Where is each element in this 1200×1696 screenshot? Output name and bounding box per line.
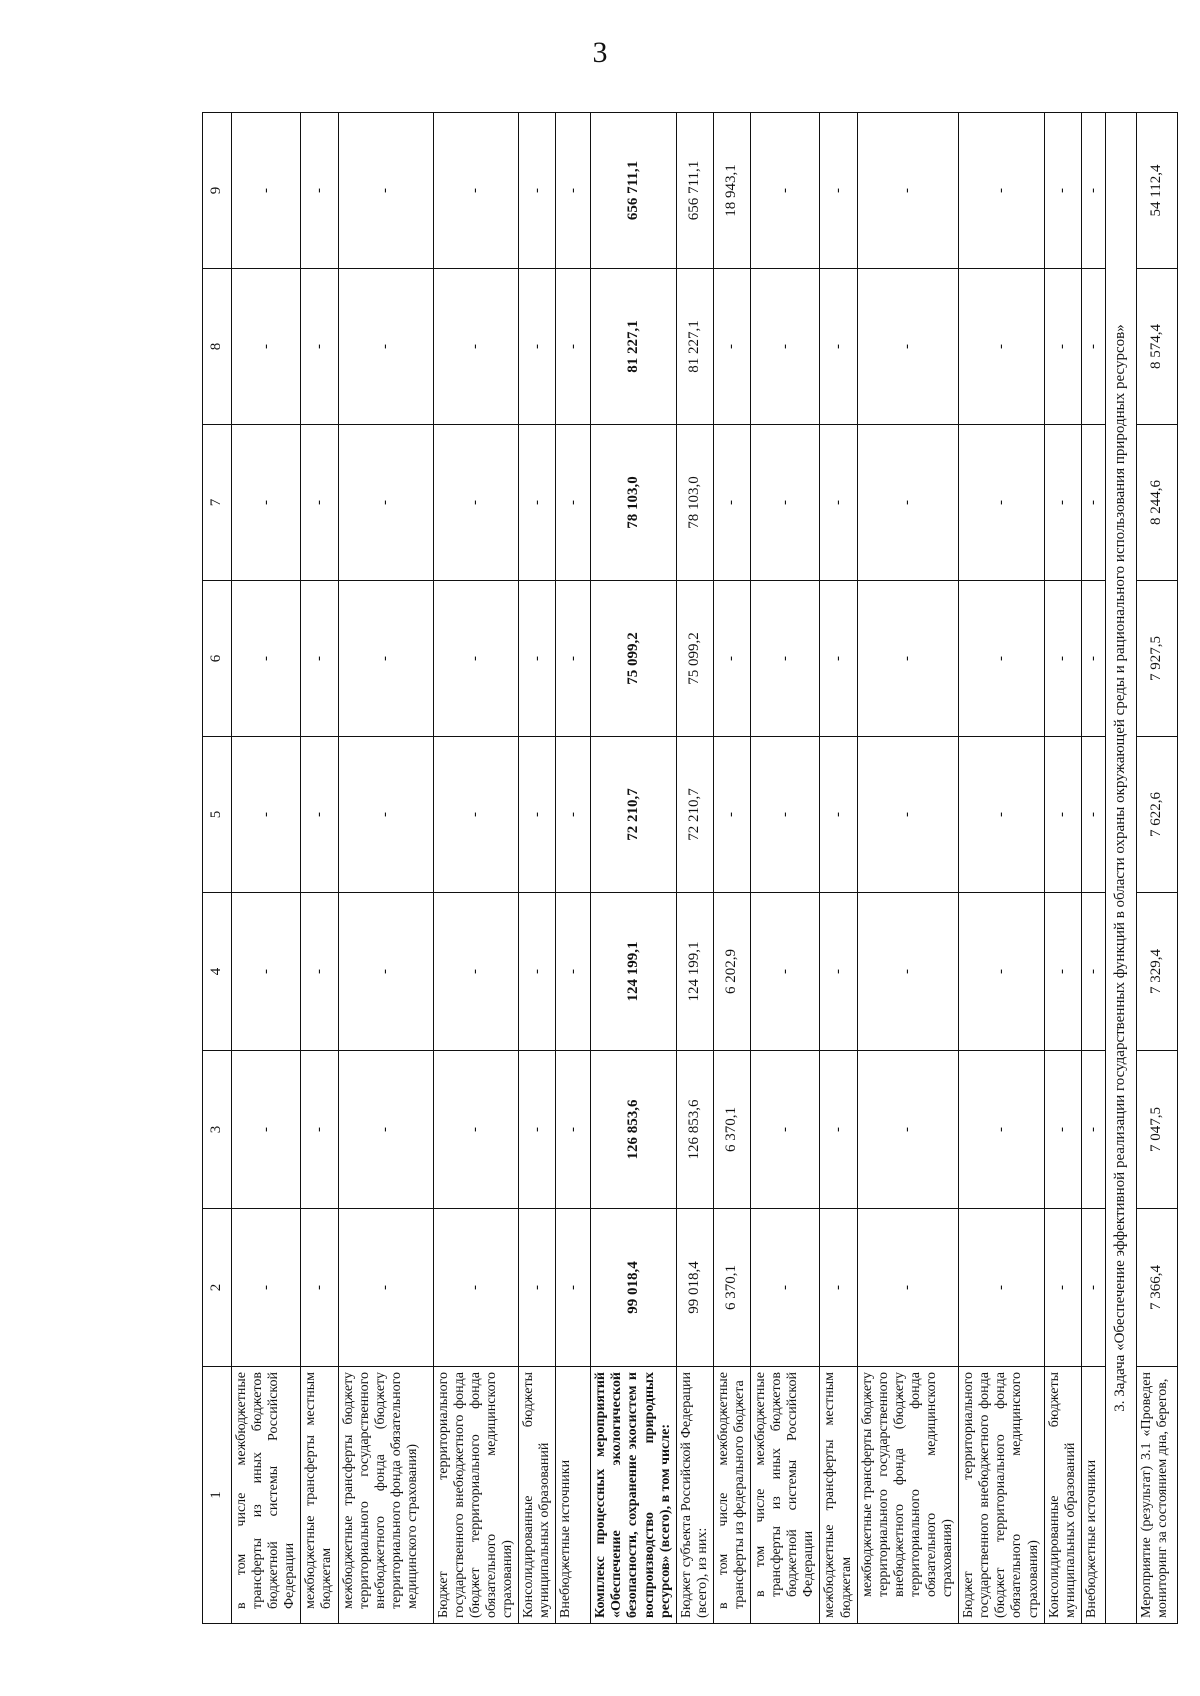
row-label: Бюджет территориального государственного внебюджетного фонда (бюджет территориального фонда обязательного медицинского страхования): [959, 1367, 1044, 1624]
row-label: в том числе межбюджетные трансферты из иных бюджетов бюджетной системы Российской Федерации: [751, 1367, 820, 1624]
table-cell: -: [232, 1051, 301, 1209]
table-row: [232, 113, 301, 1624]
table-cell: -: [1044, 1209, 1081, 1367]
table-cell: -: [751, 1209, 820, 1367]
table-cell: -: [1044, 737, 1081, 893]
table-cell: 54 112,4: [1136, 113, 1177, 269]
table-cell: 75 099,2: [591, 581, 676, 737]
row-label: Бюджет субъекта Российской Федерации (всего), из них:: [676, 1367, 713, 1624]
col-header: 9: [203, 113, 232, 269]
col-header: 3: [203, 1051, 232, 1209]
table-cell: -: [1081, 581, 1105, 737]
table-cell: -: [232, 269, 301, 425]
table-cell: -: [1081, 113, 1105, 269]
table-cell: -: [857, 113, 959, 269]
table-cell: -: [556, 425, 591, 581]
col-header: 4: [203, 893, 232, 1051]
table-cell: -: [1044, 113, 1081, 269]
col-header: 1: [203, 1367, 232, 1624]
table-row: [338, 113, 433, 1624]
table-cell: -: [556, 1209, 591, 1367]
table-cell: -: [519, 737, 556, 893]
table-row: [1044, 113, 1081, 1624]
table-cell: -: [751, 113, 820, 269]
table-cell: -: [1081, 1051, 1105, 1209]
table-row: [751, 113, 820, 1624]
table-cell: -: [433, 581, 518, 737]
table-cell: -: [301, 1209, 338, 1367]
table-cell: -: [1044, 269, 1081, 425]
table-cell: -: [519, 425, 556, 581]
table-cell: -: [857, 1051, 959, 1209]
table-cell: 72 210,7: [676, 737, 713, 893]
table-cell: 78 103,0: [676, 425, 713, 581]
table-row: [820, 113, 857, 1624]
task-title: 3. Задача «Обеспечение эффективной реализации государственных функций в области охраны окружающей среды и рационального использования природных ресурсов»: [1105, 113, 1136, 1624]
table-cell: -: [556, 581, 591, 737]
table-cell: -: [556, 737, 591, 893]
table-cell: -: [959, 113, 1044, 269]
table-cell: -: [751, 425, 820, 581]
table-cell: -: [519, 581, 556, 737]
row-label: межбюджетные трансферты местным бюджетам: [301, 1367, 338, 1624]
table-cell: -: [232, 893, 301, 1051]
table-cell: -: [556, 113, 591, 269]
row-label: межбюджетные трансферты бюджету территориального государственного внебюджетного фонда (бюджету территориального фонда обязательного медицинского страхования): [338, 1367, 433, 1624]
table-cell: -: [519, 113, 556, 269]
table-cell: -: [751, 269, 820, 425]
table-cell: -: [301, 113, 338, 269]
table-row: [301, 113, 338, 1624]
table-cell: 8 244,6: [1136, 425, 1177, 581]
table-cell: -: [556, 1051, 591, 1209]
col-header: 6: [203, 581, 232, 737]
table-cell: -: [1044, 893, 1081, 1051]
table-cell: 75 099,2: [676, 581, 713, 737]
table-cell: 7 927,5: [1136, 581, 1177, 737]
table-row: [433, 113, 518, 1624]
table-cell: -: [301, 893, 338, 1051]
table-cell: -: [713, 737, 750, 893]
table-cell: 7 047,5: [1136, 1051, 1177, 1209]
table-cell: -: [301, 1051, 338, 1209]
table-cell: -: [433, 737, 518, 893]
table-cell: -: [338, 737, 433, 893]
table-cell: -: [338, 269, 433, 425]
row-label: Внебюджетные источники: [556, 1367, 591, 1624]
table-cell: 7 329,4: [1136, 893, 1177, 1051]
table-cell: -: [338, 893, 433, 1051]
row-label: Мероприятие (результат) 3.1 «Проведен мониторинг за состоянием дна, берегов,: [1136, 1367, 1177, 1624]
table-cell: 99 018,4: [591, 1209, 676, 1367]
table-cell: -: [820, 269, 857, 425]
table-cell: -: [1044, 425, 1081, 581]
row-label: Консолидированные бюджеты муниципальных образований: [1044, 1367, 1081, 1624]
table-cell: -: [751, 1051, 820, 1209]
row-label: Комплекс процессных мероприятий «Обеспечение экологической безопасности, сохранение экосистем и воспроизводство природных ресурсов» (всего), в том числе:: [591, 1367, 676, 1624]
table-cell: -: [820, 581, 857, 737]
table-cell: -: [820, 425, 857, 581]
task-row: [1105, 113, 1136, 1624]
table-cell: -: [751, 737, 820, 893]
table-cell: -: [519, 893, 556, 1051]
table-cell: 81 227,1: [591, 269, 676, 425]
table-cell: -: [959, 1209, 1044, 1367]
table-cell: 124 199,1: [676, 893, 713, 1051]
table-cell: -: [338, 425, 433, 581]
table-cell: -: [959, 1051, 1044, 1209]
col-header: 7: [203, 425, 232, 581]
table-cell: 7 622,6: [1136, 737, 1177, 893]
table-cell: -: [857, 269, 959, 425]
row-label: в том числе межбюджетные трансферты из федерального бюджета: [713, 1367, 750, 1624]
col-header: 2: [203, 1209, 232, 1367]
row-label: межбюджетные трансферты местным бюджетам: [820, 1367, 857, 1624]
table-cell: 81 227,1: [676, 269, 713, 425]
table-cell: -: [959, 581, 1044, 737]
table-cell: -: [232, 425, 301, 581]
table-cell: -: [301, 581, 338, 737]
table-cell: -: [232, 581, 301, 737]
table-cell: -: [338, 1051, 433, 1209]
table-cell: -: [433, 1209, 518, 1367]
row-label: в том числе межбюджетные трансферты из иных бюджетов бюджетной системы Российской Федерации: [232, 1367, 301, 1624]
table-cell: -: [301, 737, 338, 893]
row-label: Внебюджетные источники: [1081, 1367, 1105, 1624]
table-cell: -: [1044, 581, 1081, 737]
table-cell: -: [338, 1209, 433, 1367]
row-label: межбюджетные трансферты бюджету территориального государственного внебюджетного фонда (бюджету территориального фонда обязательного медицинского страхования): [857, 1367, 959, 1624]
table-cell: -: [301, 269, 338, 425]
table-cell: -: [959, 737, 1044, 893]
table-cell: -: [959, 425, 1044, 581]
table-cell: -: [820, 1209, 857, 1367]
table-cell: -: [820, 1051, 857, 1209]
table-row: [959, 113, 1044, 1624]
table-cell: -: [1081, 425, 1105, 581]
table-cell: -: [519, 269, 556, 425]
header-row: [203, 113, 232, 1624]
table-cell: -: [1081, 893, 1105, 1051]
table-cell: 8 574,4: [1136, 269, 1177, 425]
table-row: [713, 113, 750, 1624]
table-cell: -: [433, 269, 518, 425]
table-row: [556, 113, 591, 1624]
table-cell: -: [556, 893, 591, 1051]
table-cell: -: [338, 113, 433, 269]
table-cell: 99 018,4: [676, 1209, 713, 1367]
table-cell: 6 370,1: [713, 1209, 750, 1367]
table-cell: 124 199,1: [591, 893, 676, 1051]
table-cell: -: [519, 1209, 556, 1367]
table-cell: -: [959, 893, 1044, 1051]
table-cell: -: [1081, 1209, 1105, 1367]
table-cell: -: [232, 113, 301, 269]
table-cell: -: [820, 113, 857, 269]
table-cell: -: [751, 893, 820, 1051]
table-cell: 18 943,1: [713, 113, 750, 269]
budget-table: [202, 112, 1178, 1624]
table-cell: 126 853,6: [676, 1051, 713, 1209]
table-cell: -: [433, 1051, 518, 1209]
table-cell: -: [232, 737, 301, 893]
table-cell: -: [433, 113, 518, 269]
table-cell: 72 210,7: [591, 737, 676, 893]
page-number: 3: [592, 36, 608, 69]
table-cell: -: [1044, 1051, 1081, 1209]
table-cell: -: [713, 269, 750, 425]
table-row: [591, 113, 676, 1624]
table-row: [519, 113, 556, 1624]
table-cell: 656 711,1: [676, 113, 713, 269]
table-cell: -: [433, 893, 518, 1051]
table-row: [1136, 113, 1177, 1624]
table-cell: -: [857, 893, 959, 1051]
table-cell: -: [857, 737, 959, 893]
table-cell: -: [1081, 269, 1105, 425]
row-label: Бюджет территориального государственного внебюджетного фонда (бюджет территориального фонда обязательного медицинского страхования): [433, 1367, 518, 1624]
table-cell: -: [433, 425, 518, 581]
table-cell: -: [820, 893, 857, 1051]
table-cell: -: [556, 269, 591, 425]
table-cell: -: [857, 1209, 959, 1367]
table-cell: 6 370,1: [713, 1051, 750, 1209]
table-cell: -: [959, 269, 1044, 425]
col-header: 8: [203, 269, 232, 425]
table-row: [857, 113, 959, 1624]
row-label: Консолидированные бюджеты муниципальных образований: [519, 1367, 556, 1624]
table-cell: -: [519, 1051, 556, 1209]
table-cell: -: [820, 737, 857, 893]
table-cell: -: [713, 425, 750, 581]
table-cell: -: [338, 581, 433, 737]
table-wrapper: [202, 113, 1170, 1624]
table-cell: -: [232, 1209, 301, 1367]
table-cell: -: [713, 581, 750, 737]
table-cell: 126 853,6: [591, 1051, 676, 1209]
table-cell: 7 366,4: [1136, 1209, 1177, 1367]
table-cell: -: [857, 581, 959, 737]
table-cell: -: [1081, 737, 1105, 893]
table-cell: 78 103,0: [591, 425, 676, 581]
col-header: 5: [203, 737, 232, 893]
table-row: [1081, 113, 1105, 1624]
table-cell: 6 202,9: [713, 893, 750, 1051]
table-cell: 656 711,1: [591, 113, 676, 269]
table-cell: -: [751, 581, 820, 737]
table-cell: -: [857, 425, 959, 581]
table-row: [676, 113, 713, 1624]
table-cell: -: [301, 425, 338, 581]
